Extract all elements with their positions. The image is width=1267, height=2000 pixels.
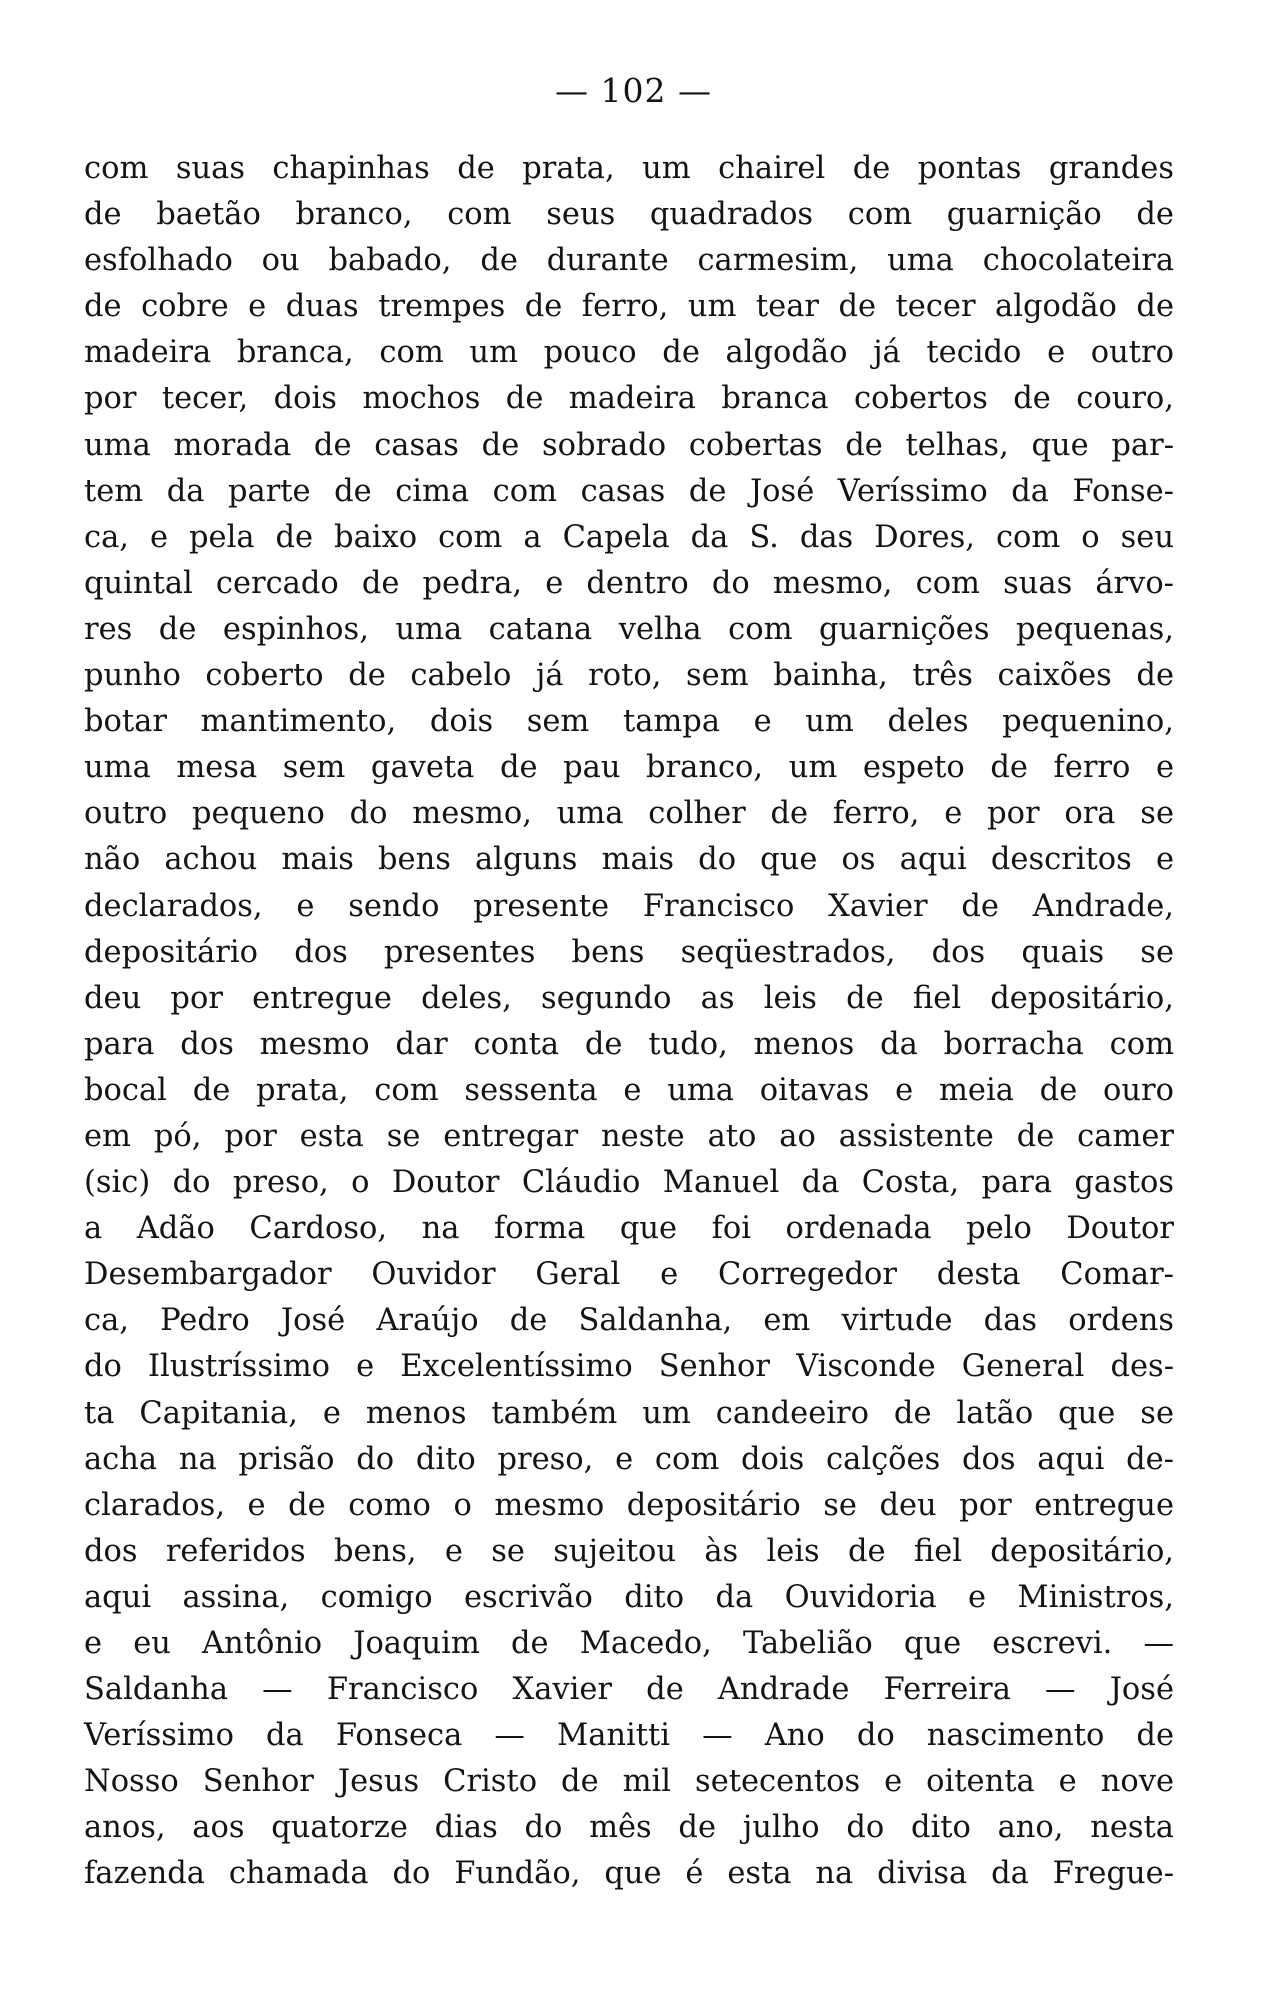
page-number: — 102 — [555, 71, 712, 110]
text-line: tem da parte de cima com casas de José Veríssimo da Fonse- [84, 473, 1174, 509]
text-line: Desembargador Ouvidor Geral e Corregedor desta Comar- [84, 1257, 1174, 1293]
text-line: ta Capitania, e menos também um candeeiro de latão que se [84, 1395, 1174, 1431]
text-line: deu por entregue deles, segundo as leis de fiel depositário, [84, 980, 1174, 1016]
text-line: quintal cercado de pedra, e dentro do mesmo, com suas árvo- [84, 565, 1174, 601]
text-line: em pó, por esta se entregar neste ato ao assistente de camer [84, 1118, 1174, 1154]
text-line: depositário dos presentes bens seqüestrados, dos quais se [84, 934, 1174, 970]
body-text [84, 146, 1174, 1898]
text-line: uma morada de casas de sobrado cobertas de telhas, que par- [84, 427, 1174, 463]
text-line: uma mesa sem gaveta de pau branco, um espeto de ferro e [84, 750, 1174, 786]
text-line: e eu Antônio Joaquim de Macedo, Tabelião que escrevi. — [84, 1626, 1174, 1661]
text-line: dos referidos bens, e se sujeitou às leis de fiel depositário, [84, 1533, 1174, 1569]
text-line: de cobre e duas trempes de ferro, um tear de tecer algodão de [84, 289, 1174, 325]
text-line: fazenda chamada do Fundão, que é esta na divisa da Fregue- [84, 1856, 1174, 1892]
text-line: declarados, e sendo presente Francisco Xavier de Andrade, [84, 888, 1174, 924]
text-line: para dos mesmo dar conta de tudo, menos da borracha com [84, 1026, 1174, 1062]
text-line: ca, Pedro José Araújo de Saldanha, em virtude das ordens [84, 1303, 1174, 1339]
text-line: a Adão Cardoso, na forma que foi ordenada pelo Doutor [84, 1211, 1174, 1247]
text-line: clarados, e de como o mesmo depositário se deu por entregue [84, 1487, 1174, 1523]
text-line: Saldanha — Francisco Xavier de Andrade Ferreira — José [84, 1672, 1174, 1708]
text-line: do Ilustríssimo e Excelentíssimo Senhor Visconde General des- [84, 1349, 1174, 1385]
text-line: por tecer, dois mochos de madeira branca cobertos de couro, [84, 381, 1174, 417]
text-line: res de espinhos, uma catana velha com guarnições pequenas, [84, 611, 1174, 647]
text-line: Nosso Senhor Jesus Cristo de mil setecentos e oitenta e nove [84, 1764, 1174, 1800]
text-line: punho coberto de cabelo já roto, sem bainha, três caixões de [84, 658, 1174, 694]
text-line: (sic) do preso, o Doutor Cláudio Manuel da Costa, para gastos [84, 1165, 1174, 1201]
text-line: aqui assina, comigo escrivão dito da Ouvidoria e Ministros, [84, 1579, 1174, 1615]
text-line: esfolhado ou babado, de durante carmesim, uma chocolateira [84, 243, 1174, 279]
text-line: madeira branca, com um pouco de algodão já tecido e outro [84, 335, 1174, 371]
text-line: de baetão branco, com seus quadrados com guarnição de [84, 197, 1174, 233]
text-line: com suas chapinhas de prata, um chairel de pontas grandes [84, 151, 1174, 186]
text-line: Veríssimo da Fonseca — Manitti — Ano do nascimento de [84, 1718, 1174, 1754]
text-line: bocal de prata, com sessenta e uma oitavas e meia de ouro [84, 1072, 1174, 1108]
text-line: não achou mais bens alguns mais do que os aqui descritos e [84, 842, 1174, 878]
text-line: botar mantimento, dois sem tampa e um deles pequenino, [84, 704, 1174, 740]
text-line: anos, aos quatorze dias do mês de julho do dito ano, nesta [84, 1810, 1174, 1846]
text-line: acha na prisão do dito preso, e com dois calções dos aqui de- [84, 1441, 1174, 1477]
text-line: ca, e pela de baixo com a Capela da S. das Dores, com o seu [84, 519, 1174, 555]
text-line: outro pequeno do mesmo, uma colher de ferro, e por ora se [84, 796, 1174, 832]
